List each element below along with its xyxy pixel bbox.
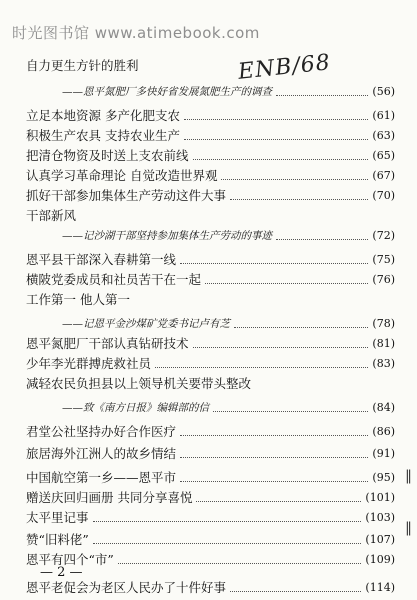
toc-entry-page: (109) bbox=[365, 553, 395, 566]
toc-entry-title: 太平里记事 bbox=[26, 510, 89, 525]
toc-entry-page: (95) bbox=[372, 471, 395, 484]
toc-entry-page: (70) bbox=[372, 189, 395, 202]
toc-entry bbox=[0, 291, 417, 309]
toc-entry bbox=[0, 187, 417, 205]
toc-entry bbox=[0, 207, 417, 225]
toc-entry-title: 抓好干部参加集体生产劳动这件大事 bbox=[26, 188, 227, 203]
toc-entry-page: (65) bbox=[372, 149, 395, 162]
toc-entry-page: (76) bbox=[372, 273, 395, 286]
toc-entry-title: 自力更生方针的胜利 bbox=[26, 58, 139, 73]
toc-dot-leader bbox=[196, 501, 361, 502]
toc-entry bbox=[0, 227, 417, 245]
toc-entry-title: 立足本地资源 多产化肥支农 bbox=[26, 108, 180, 123]
toc-entry-title: 横陂党委成员和社员苦干在一起 bbox=[26, 272, 202, 287]
toc-dot-leader bbox=[93, 521, 361, 522]
toc-dot-leader bbox=[230, 199, 368, 200]
toc-entry-title: 把清仓物资及时送上支农前线 bbox=[26, 148, 189, 163]
toc-entry bbox=[0, 375, 417, 393]
toc-dot-leader bbox=[184, 139, 368, 140]
toc-entry-subtitle: ——记沙湖干部坚持参加集体生产劳动的事迹 bbox=[62, 230, 272, 242]
toc-dot-leader bbox=[205, 283, 368, 284]
toc-dot-leader bbox=[234, 327, 368, 328]
toc-entry-title: 工作第一 他人第一 bbox=[26, 292, 130, 307]
toc-entry-page: (83) bbox=[372, 357, 395, 370]
toc-entry-page: (67) bbox=[372, 169, 395, 182]
toc-entry bbox=[0, 399, 417, 417]
toc-dot-leader bbox=[180, 435, 368, 436]
toc-entry bbox=[0, 271, 417, 289]
toc-entry-page: (107) bbox=[365, 533, 395, 546]
toc-entry bbox=[0, 531, 417, 549]
toc-entry-page: (75) bbox=[372, 253, 395, 266]
toc-dot-leader bbox=[180, 263, 368, 264]
toc-entry-title: 中国航空第一乡——恩平市 bbox=[26, 470, 177, 485]
toc-entry-page: (78) bbox=[372, 317, 395, 330]
toc-dot-leader bbox=[221, 179, 368, 180]
toc-entry bbox=[0, 107, 417, 125]
toc-entry bbox=[0, 469, 417, 487]
toc-entry bbox=[0, 423, 417, 441]
toc-entry-title: 认真学习革命理论 自觉改造世界观 bbox=[26, 168, 218, 183]
toc-entry bbox=[0, 167, 417, 185]
toc-entry-page: (72) bbox=[372, 229, 395, 242]
toc-dot-leader bbox=[230, 591, 361, 592]
toc-entry-page: (61) bbox=[372, 109, 395, 122]
toc-entry bbox=[0, 509, 417, 527]
toc-entry bbox=[0, 251, 417, 269]
toc-entry-page: (84) bbox=[372, 401, 395, 414]
toc-entry bbox=[0, 315, 417, 333]
toc-entry-title: 赞“旧料佬” bbox=[26, 532, 89, 547]
toc-entry-page: (56) bbox=[372, 85, 395, 98]
toc-entry-title: 君堂公社坚持办好合作医疗 bbox=[26, 424, 177, 439]
page-edge-mark: ‖ bbox=[405, 520, 412, 536]
toc-entry-page: (63) bbox=[372, 129, 395, 142]
toc-dot-leader bbox=[276, 95, 368, 96]
toc-entry-page: (81) bbox=[372, 337, 395, 350]
toc-entry-title: 恩平县干部深入春耕第一线 bbox=[26, 252, 177, 267]
toc-entry bbox=[0, 355, 417, 373]
toc-dot-leader bbox=[184, 119, 368, 120]
toc-entry bbox=[0, 83, 417, 101]
toc-entry bbox=[0, 147, 417, 165]
page-edge-mark: ‖ bbox=[405, 468, 412, 484]
toc-dot-leader bbox=[193, 159, 368, 160]
toc-entry-page: (91) bbox=[372, 447, 395, 460]
toc-entry-title: 恩平氮肥厂干部认真钻研技术 bbox=[26, 336, 189, 351]
toc-dot-leader bbox=[276, 239, 368, 240]
toc-entry-title: 赠送庆回归画册 共同分享喜悦 bbox=[26, 490, 193, 505]
toc-entry bbox=[0, 445, 417, 463]
handwritten-note: ENB/68 bbox=[236, 50, 332, 85]
toc-entry-page: (86) bbox=[372, 425, 395, 438]
toc-entry-page: (103) bbox=[365, 511, 395, 524]
toc-entry bbox=[0, 127, 417, 145]
toc-entry-title: 减轻农民负担县以上领导机关要带头整改 bbox=[26, 376, 252, 391]
toc-dot-leader bbox=[93, 543, 361, 544]
toc-entry-title: 旅居海外江洲人的故乡情结 bbox=[26, 446, 177, 461]
toc-entry-subtitle: ——致《南方日报》编辑部的信 bbox=[62, 402, 209, 414]
toc-entry-page: (114) bbox=[365, 581, 395, 594]
toc-entry-title: 干部新风 bbox=[26, 208, 77, 223]
toc-entry bbox=[0, 579, 417, 597]
toc-entry bbox=[0, 335, 417, 353]
toc-entry-page: (101) bbox=[365, 491, 395, 504]
toc-entry-subtitle: ——记恩平金沙煤矿党委书记卢有芝 bbox=[62, 318, 230, 330]
toc-dot-leader bbox=[180, 481, 368, 482]
toc-entry bbox=[0, 489, 417, 507]
toc-entry-title: 恩平老促会为老区人民办了十件好事 bbox=[26, 580, 227, 595]
toc-entry-title: 积极生产农具 支持农业生产 bbox=[26, 128, 180, 143]
watermark: 时光图书馆 www.atimebook.com bbox=[12, 24, 260, 42]
toc-entry-title: 恩平有四个“市” bbox=[26, 552, 114, 567]
toc-dot-leader bbox=[180, 457, 368, 458]
toc-dot-leader bbox=[193, 347, 368, 348]
page-number-footer: — 2 — bbox=[40, 565, 83, 580]
toc-entry-subtitle: ——恩平氮肥厂多快好省发展氮肥生产的调查 bbox=[62, 86, 272, 98]
toc-entry-title: 少年李光群搏虎救社员 bbox=[26, 356, 152, 371]
toc-dot-leader bbox=[118, 563, 361, 564]
toc-dot-leader bbox=[155, 367, 368, 368]
toc-entry bbox=[0, 57, 417, 75]
toc-dot-leader bbox=[213, 411, 368, 412]
